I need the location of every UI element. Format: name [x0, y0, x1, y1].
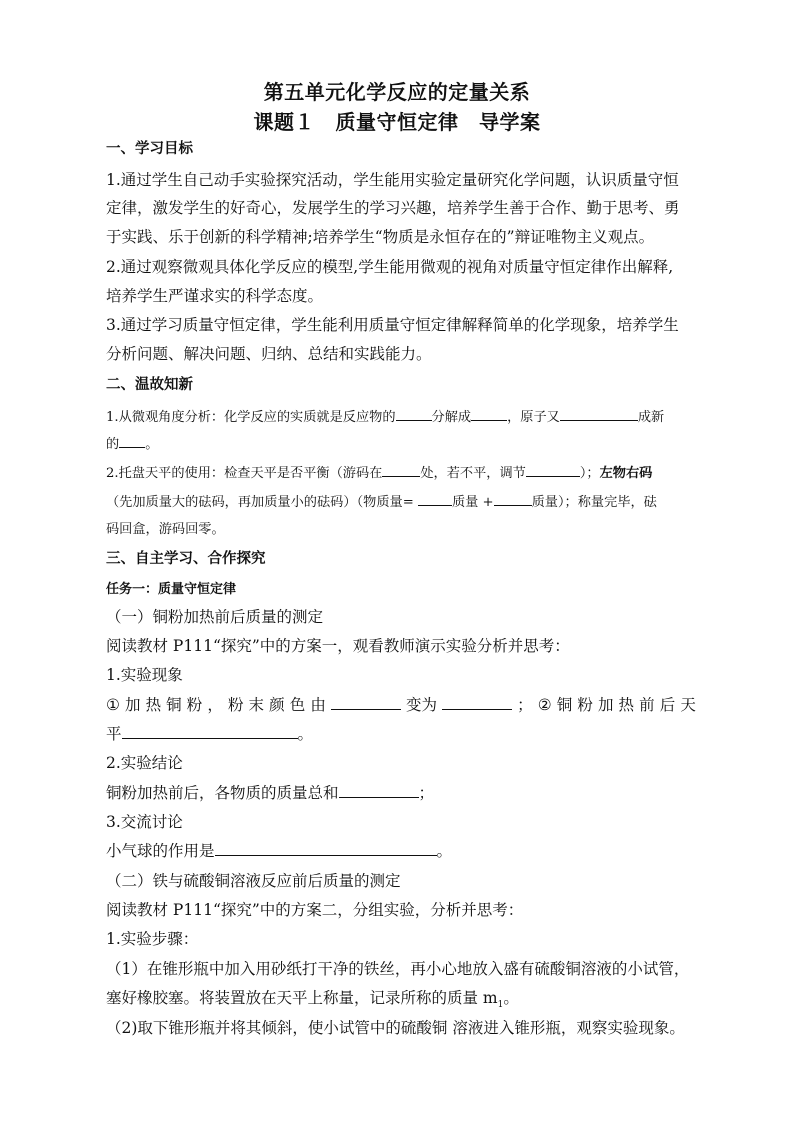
q2-text: ）；: [579, 466, 600, 481]
fill-blank[interactable]: [418, 491, 452, 506]
paragraph-line: 3.通过学习质量守恒定律，学生能利用质量守恒定律解释简单的化学现象，培养学生: [106, 316, 679, 334]
part-title: （二）铁与硫酸铜溶液反应前后质量的测定: [106, 872, 401, 890]
section-heading-explore: 三、自主学习、合作探究: [106, 550, 266, 567]
fill-blank[interactable]: [215, 841, 437, 856]
fill-blank[interactable]: [494, 491, 532, 506]
obs-char: 热: [145, 696, 162, 714]
fill-blank[interactable]: [339, 783, 419, 798]
section-heading-review: 二、温故知新: [106, 376, 193, 393]
paragraph-line: 定律，激发学生的好奇心，发展学生的学习兴趣，培养学生善于合作、勤于思考、勇: [106, 199, 680, 217]
fill-blank[interactable]: [471, 406, 507, 421]
q1-text: 的: [106, 437, 120, 452]
step-line: （2)取下锥形瓶并将其倾斜，使小试管中的硫酸铜 溶液进入锥形瓶，观察实验现象。: [106, 1019, 685, 1037]
q1-text: 分解成: [431, 410, 472, 425]
subscript: 1: [497, 1000, 504, 1011]
review-question-2-cont: [106, 491, 696, 513]
fill-blank[interactable]: [442, 695, 512, 710]
observation-line: [106, 695, 696, 715]
obs-char: ，: [207, 696, 223, 714]
observation-line-cont: [106, 724, 696, 744]
fill-blank[interactable]: [396, 406, 432, 421]
fill-blank[interactable]: [382, 462, 420, 477]
step-label: 1.实验现象: [106, 666, 183, 684]
obs-char: 粉: [227, 696, 244, 714]
step-text: 塞好橡胶塞。将装置放在天平上称量，记录所称的质量 m: [106, 989, 498, 1007]
obs-char: ；: [517, 696, 533, 714]
obs-char: ②: [537, 696, 552, 714]
obs-char: 铜: [556, 696, 573, 714]
paragraph-line: 1.通过学生自己动手实验探究活动，学生能用实验定量研究化学问题，认识质量守恒: [106, 171, 679, 189]
q1-text: 1.从微观角度分析：化学反应的实质就是反应物的: [106, 410, 396, 425]
section-heading-objectives: 一、学习目标: [106, 140, 193, 157]
fill-blank[interactable]: [331, 695, 401, 710]
conclusion-text: 铜粉加热前后，各物质的质量总和: [106, 784, 339, 802]
obs-text: 平: [106, 725, 122, 743]
fill-blank[interactable]: [526, 462, 580, 477]
discussion-line: [106, 841, 696, 861]
review-question-2-end: 码回盒，游码回零。: [106, 522, 225, 537]
review-question-1-cont: [106, 433, 696, 455]
obs-char: 前: [639, 696, 655, 714]
obs-text: 。: [297, 725, 314, 743]
q2-text: 质量）；称量完毕，砝: [531, 495, 657, 510]
step-line: （1）在锥形瓶中加入用砂纸打干净的铁丝，再小心地放入盛有硫酸铜溶液的小试管，: [106, 960, 690, 978]
part-title: （一）铜粉加热前后质量的测定: [106, 608, 324, 626]
paragraph-line: 2.通过观察微观具体化学反应的模型,学生能用微观的视角对质量守恒定律作出解释,: [106, 258, 674, 276]
task-title: 任务一：质量守恒定律: [106, 582, 237, 597]
paragraph-line: 培养学生严谨求实的科学态度。: [106, 287, 324, 305]
obs-char: 加: [124, 696, 141, 714]
step-line: [106, 988, 696, 1015]
q2-text: 2.托盘天平的使用：检查天平是否平衡（游码在: [106, 466, 383, 481]
conclusion-line: [106, 783, 696, 803]
step-label: 2.实验结论: [106, 754, 183, 772]
review-question-2: [106, 462, 696, 484]
fill-blank[interactable]: [560, 406, 638, 421]
obs-char: 热: [618, 696, 635, 714]
obs-char: 加: [597, 696, 614, 714]
paragraph-line: 于实践、乐于创新的科学精神;培养学生“物质是永恒存在的”辩证唯物主义观点。: [106, 228, 655, 246]
fill-blank[interactable]: [119, 433, 145, 448]
part-intro: 阅读教材 P111“探究”中的方案一，观看教师演示实验分析并思考：: [106, 637, 570, 655]
q2-text: （先加质量大的砝码，再加质量小的砝码）（物质量=: [106, 495, 414, 510]
conclusion-text: ；: [418, 784, 435, 802]
fill-blank[interactable]: [122, 724, 298, 739]
discussion-text: 小气球的作用是: [106, 842, 215, 860]
q2-text: 质量 +: [451, 495, 494, 510]
obs-char: 末: [248, 696, 265, 714]
step-label: 3.交流讨论: [106, 813, 183, 831]
q2-text: 处，若不平，调节: [420, 466, 526, 481]
obs-char: ①: [106, 696, 120, 714]
paragraph-line: 分析问题、解决问题、归纳、总结和实践能力。: [106, 345, 432, 363]
step-label: 1.实验步骤：: [106, 930, 199, 948]
obs-char: 天: [680, 696, 696, 714]
obs-char: 色: [289, 696, 306, 714]
q1-text: 。: [145, 437, 159, 452]
document-subtitle: 课题１ 质量守恒定律 导学案: [253, 110, 541, 134]
q1-text: ，原子又: [507, 410, 560, 425]
document-title: 第五单元化学反应的定量关系: [263, 80, 531, 104]
discussion-text: 。: [436, 842, 453, 860]
part-intro: 阅读教材 P111“探究”中的方案二，分组实验，分析并思考：: [106, 901, 524, 919]
obs-char: 颜: [269, 696, 285, 714]
obs-char: 粉: [577, 696, 593, 714]
obs-char: 后: [659, 696, 676, 714]
obs-char: 由: [310, 696, 326, 714]
review-question-1: [106, 406, 696, 428]
q2-bold-text: 左物右码: [599, 466, 653, 481]
obs-char: 铜: [166, 696, 182, 714]
step-text: 。: [503, 989, 519, 1007]
q1-text: 成新: [637, 410, 665, 425]
obs-text: 变为: [406, 696, 438, 714]
obs-char: 粉: [186, 696, 203, 714]
